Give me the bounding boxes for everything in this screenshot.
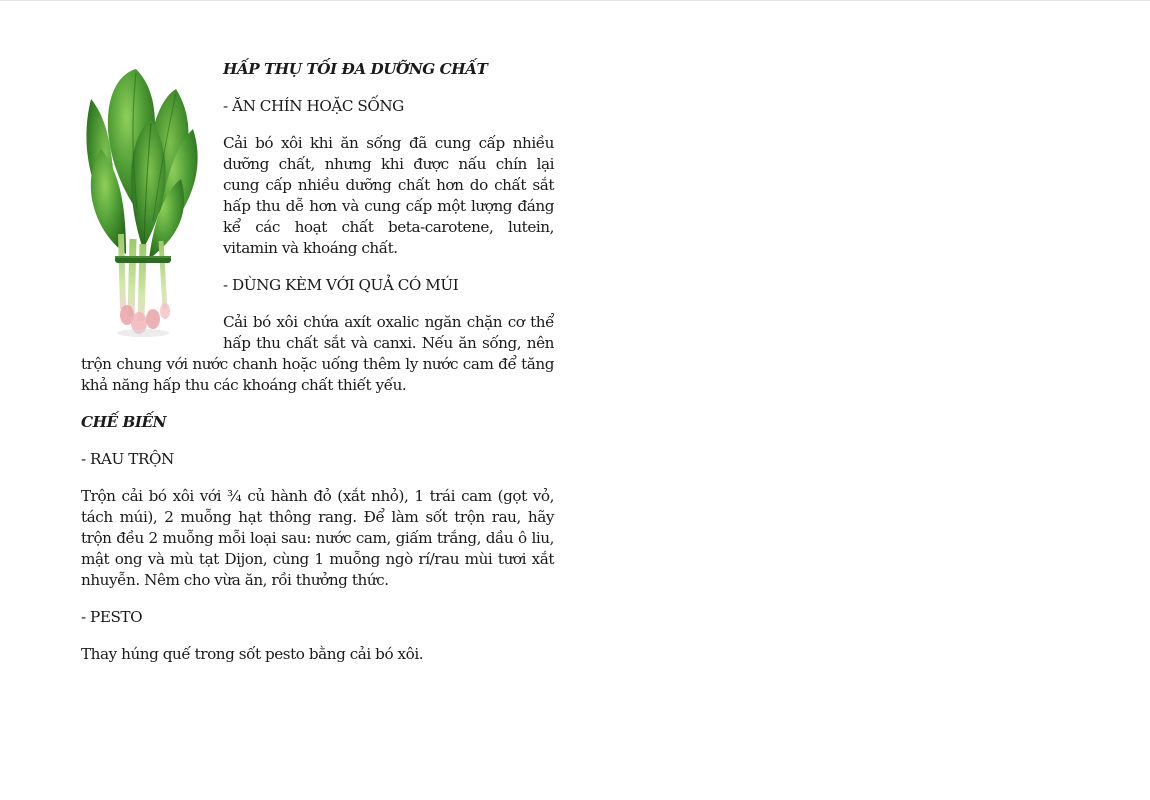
subheading-pesto: - PESTO xyxy=(81,608,143,626)
section-heading-absorption: HẤP THỤ TỐI ĐA DƯỠNG CHẤT xyxy=(223,60,488,78)
paragraph-salad: Trộn cải bó xôi với ¾ củ hành đỏ (xắt nhỏ), 1 trái cam (gọt vỏ, tách múi), 2 muỗng hạt thông rang. Để làm sốt trộn rau, hãy trộn đều 2 muỗng mỗi loại sau: nước cam, giấm trắng, dầu ô liu, mật ong và mù tạt Dijon, cùng 1 muỗng ngò rí/rau mùi tươi xắt nhuyễn. Nêm cho vừa ăn, rồi thưởng thức. xyxy=(81,487,554,589)
section-heading-preparation: CHẾ BIẾN xyxy=(81,413,167,431)
paragraph-with-citrus: Cải bó xôi chứa axít oxalic ngăn chặn cơ thể hấp thu chất sắt và canxi. Nếu ăn sống, nên trộn chung với nước chanh hoặc uống thêm ly nước cam để tăng khả năng hấp thu các khoáng chất thiết yếu. xyxy=(81,313,554,394)
paragraph-pesto: Thay húng quế trong sốt pesto bằng cải bó xôi. xyxy=(81,645,424,663)
document-page xyxy=(81,59,554,681)
page-top-border xyxy=(0,0,1150,1)
paragraph-raw-or-cooked: Cải bó xôi khi ăn sống đã cung cấp nhiều dưỡng chất, nhưng khi được nấu chín lại cung cấp nhiều dưỡng chất hơn do chất sắt hấp thu dễ hơn và cung cấp một lượng đáng kể các hoạt chất beta-carotene, lutein, vitamin và khoáng chất. xyxy=(223,134,554,257)
subheading-raw-or-cooked: - ĂN CHÍN HOẶC SỐNG xyxy=(223,97,404,115)
subheading-with-citrus: - DÙNG KÈM VỚI QUẢ CÓ MÚI xyxy=(223,276,459,294)
spinach-bunch-icon xyxy=(81,59,209,339)
subheading-salad: - RAU TRỘN xyxy=(81,450,174,468)
